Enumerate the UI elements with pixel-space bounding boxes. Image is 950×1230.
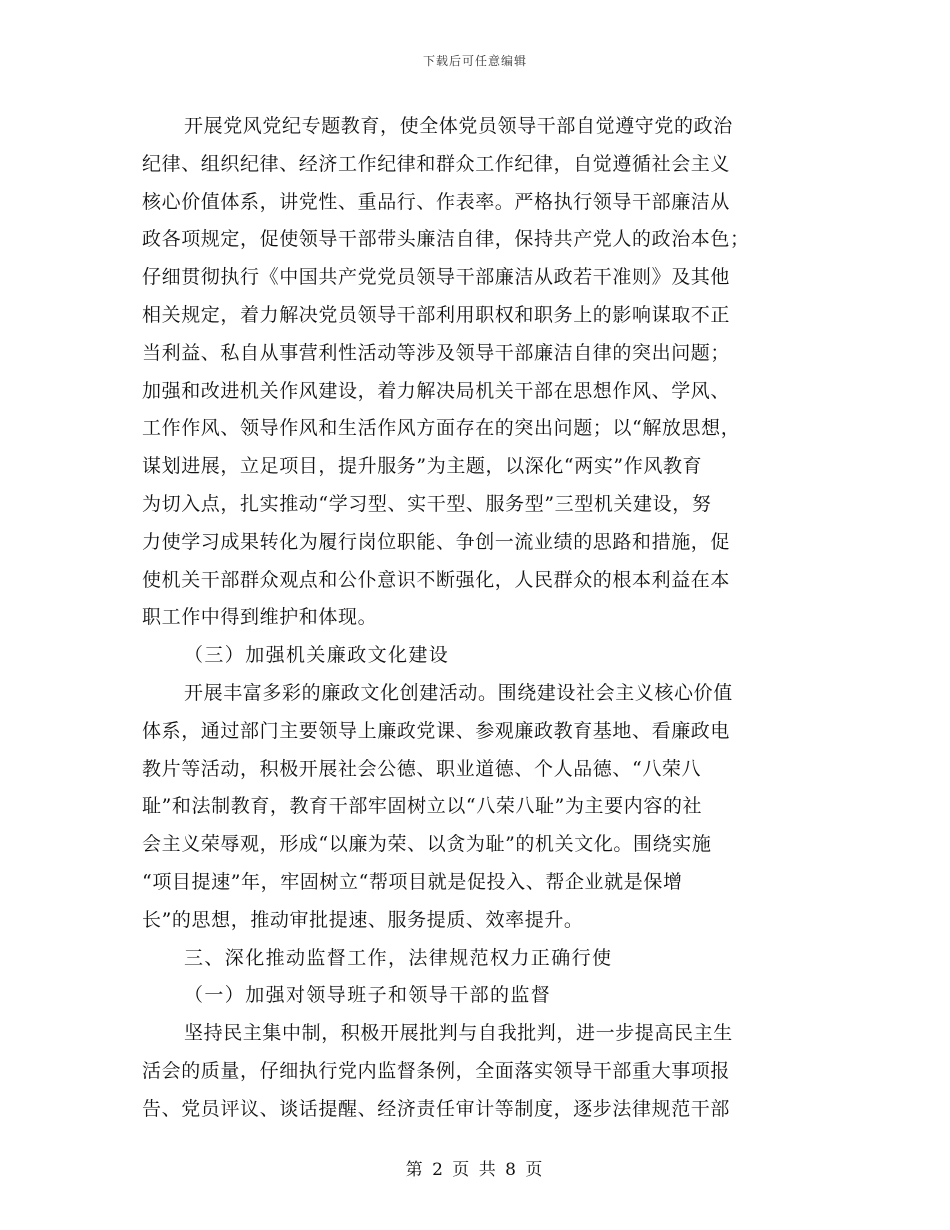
paragraph-line: 体系，通过部门主要领导上廉政党课、参观廉政教育基地、看廉政电: [142, 719, 731, 742]
paragraph-line: 工作作风、领导作风和生活作风方面存在的突出问题；以“解放思想，: [142, 417, 741, 440]
paragraph-line: 核心价值体系，讲党性、重品行、作表率。严格执行领导干部廉洁从: [142, 190, 731, 213]
paragraph-line: 力使学习成果转化为履行岗位职能、争创一流业绩的思路和措施，促: [142, 530, 731, 553]
paragraph-line: 活会的质量，仔细执行党内监督条例，全面落实领导干部重大事项报: [142, 1059, 731, 1082]
paragraph-line: 相关规定，着力解决党员领导干部利用职权和职务上的影响谋取不正: [142, 303, 731, 326]
paragraph-line: 政各项规定，促使领导干部带头廉洁自律，保持共产党人的政治本色；: [142, 228, 750, 251]
paragraph-line: 开展丰富多彩的廉政文化创建活动。围绕建设社会主义核心价值: [184, 681, 733, 704]
paragraph-line: 告、党员评议、谈话提醒、经济责任审计等制度，逐步法律规范干部: [142, 1097, 731, 1120]
paragraph-line: 坚持民主集中制，积极开展批判与自我批判，进一步提高民主生: [184, 1022, 733, 1045]
paragraph-line: “项目提速”年，牢固树立“帮项目就是促投入、帮企业就是保增: [142, 870, 683, 893]
paragraph-line: 职工作中得到维护和体现。: [142, 606, 378, 629]
section-heading: 三、深化推动监督工作，法律规范权力正确行使: [184, 946, 613, 969]
paragraph-line: 教片等活动，积极开展社会公德、职业道德、个人品德、“八荣八: [142, 757, 702, 780]
paragraph-line: 纪律、组织纪律、经济工作纪律和群众工作纪律，自觉遵循社会主义: [142, 152, 731, 175]
page-number: 第 2 页 共 8 页: [405, 1160, 545, 1180]
paragraph-line: 为切入点，扎实推动“学习型、实干型、服务型”三型机关建设，努: [142, 492, 712, 515]
paragraph-line: 开展党风党纪专题教育，使全体党员领导干部自觉遵守党的政治: [184, 115, 733, 137]
paragraph-line: 加强和改进机关作风建设，着力解决局机关干部在思想作风、学风、: [142, 379, 731, 402]
paragraph-line: 仔细贯彻执行《中国共产党党员领导干部廉洁从政若干准则》及其他: [142, 266, 731, 289]
paragraph-line: 当利益、私自从事营利性活动等涉及领导干部廉洁自律的突出问题；: [142, 341, 731, 364]
section-subheading: （三）加强机关廉政文化建设: [184, 644, 450, 667]
paragraph-line: 耻”和法制教育，教育干部牢固树立以“八荣八耻”为主要内容的社: [142, 795, 703, 818]
page-header: 下载后可任意编辑: [422, 54, 527, 68]
paragraph-line: 使机关干部群众观点和公仆意识不断强化，人民群众的根本利益在本: [142, 568, 731, 591]
paragraph-line: 会主义荣辱观，形成“以廉为荣、以贪为耻”的机关文化。围绕实施: [142, 833, 712, 856]
paragraph-line: 长”的思想，推动审批提速、服务提质、效率提升。: [142, 908, 584, 931]
paragraph-line: 谋划进展，立足项目，提升服务”为主题，以深化“两实”作风教育: [142, 455, 703, 478]
document-body: [142, 108, 807, 1129]
section-subheading: （一）加强对领导班子和领导干部的监督: [184, 984, 552, 1007]
